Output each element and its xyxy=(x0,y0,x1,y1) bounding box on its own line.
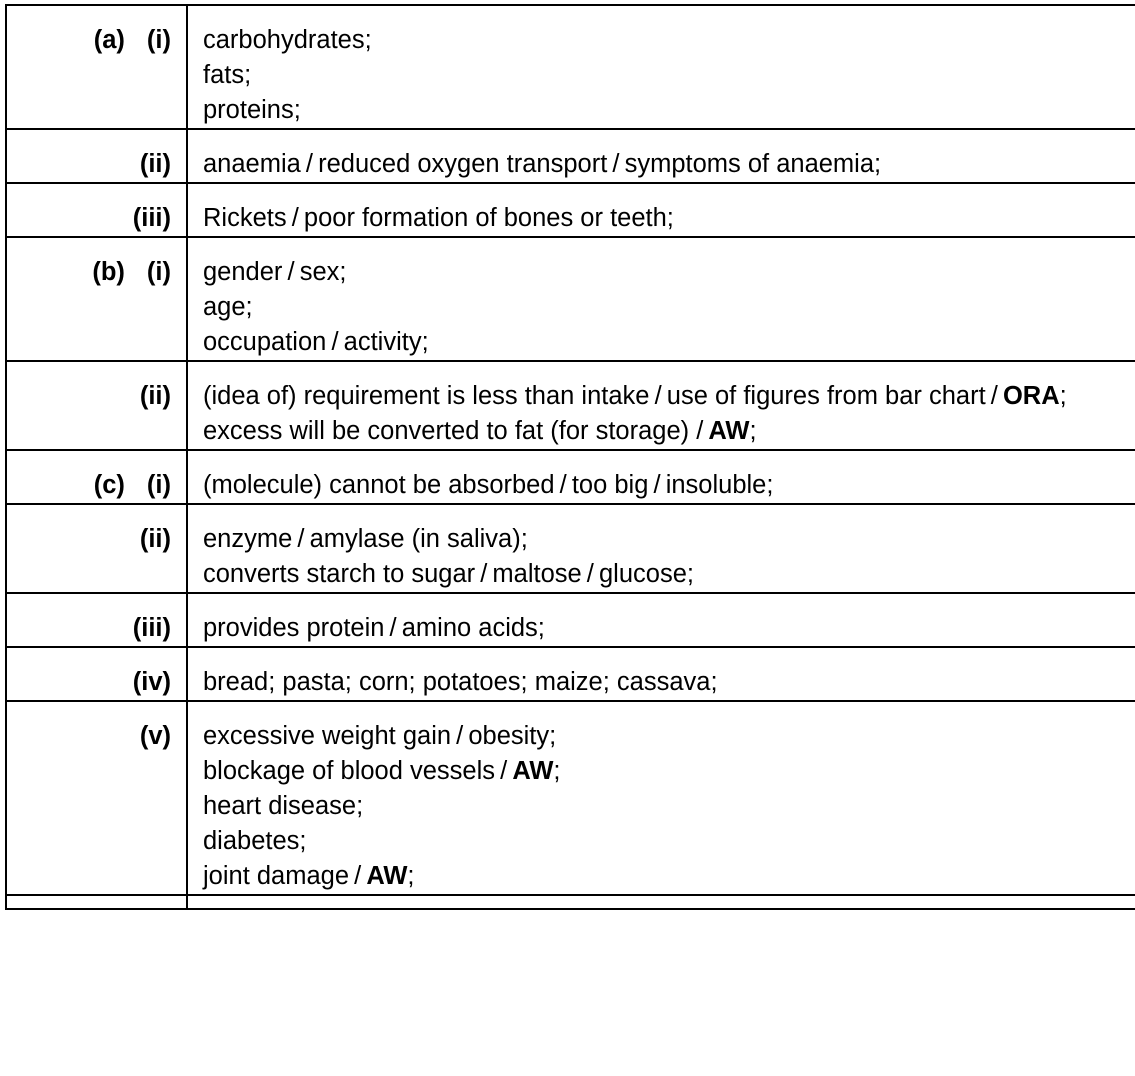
question-number xyxy=(6,701,187,895)
answer-line xyxy=(203,611,1133,646)
answer-text: ; xyxy=(407,862,415,890)
question-number xyxy=(6,450,187,504)
question-subpart-label: (iii) xyxy=(132,204,171,232)
question-number xyxy=(6,593,187,647)
question-part-label: (c) xyxy=(93,471,125,499)
answer-line xyxy=(203,665,1133,700)
question-row xyxy=(6,593,1135,647)
answer-line xyxy=(203,414,1133,449)
question-subpart-label: (i) xyxy=(146,26,171,54)
question-row xyxy=(6,183,1135,237)
answer-line xyxy=(203,379,1133,414)
answer-text: enzyme / amylase (in saliva); xyxy=(203,525,528,553)
question-subpart-label: (iii) xyxy=(132,614,171,642)
answer-line xyxy=(203,789,1133,824)
answer-line xyxy=(203,58,1133,93)
question-part-label: (b) xyxy=(92,258,125,286)
answer-text: bread; pasta; corn; potatoes; maize; cassava; xyxy=(203,668,718,696)
answer-cell xyxy=(187,450,1135,504)
question-number xyxy=(6,361,187,450)
empty-cell xyxy=(6,895,187,909)
mark-abbreviation: AW xyxy=(708,417,750,445)
question-number xyxy=(6,5,187,129)
question-row xyxy=(6,701,1135,895)
mark-abbreviation: AW xyxy=(366,862,408,890)
answer-line xyxy=(203,255,1133,290)
answer-text: converts starch to sugar / maltose / glucose; xyxy=(203,560,694,588)
answer-line xyxy=(203,290,1133,325)
answer-line xyxy=(203,719,1133,754)
answer-text: fats; xyxy=(203,61,252,89)
answer-text: excessive weight gain / obesity; xyxy=(203,722,557,750)
answer-line xyxy=(203,147,1133,182)
mark-abbreviation: ORA xyxy=(1002,382,1060,410)
answer-cell xyxy=(187,361,1135,450)
answer-line xyxy=(203,824,1133,859)
answer-line xyxy=(203,754,1133,789)
answer-text: ; xyxy=(553,757,561,785)
answer-text: occupation / activity; xyxy=(203,328,429,356)
question-number xyxy=(6,183,187,237)
question-row xyxy=(6,361,1135,450)
answer-text: heart disease; xyxy=(203,792,364,820)
question-row xyxy=(6,129,1135,183)
answer-cell xyxy=(187,647,1135,701)
mark-scheme-table xyxy=(5,4,1135,910)
answer-text: (idea of) requirement is less than intake / use of figures from bar chart / xyxy=(203,382,1003,410)
answer-text: anaemia / reduced oxygen transport / symptoms of anaemia; xyxy=(203,150,882,178)
answer-line xyxy=(203,859,1133,894)
answer-line xyxy=(203,23,1133,58)
mark-scheme-body xyxy=(6,5,1135,909)
question-row xyxy=(6,237,1135,361)
answer-cell xyxy=(187,129,1135,183)
question-subpart-label: (iv) xyxy=(132,668,171,696)
answer-text: provides protein / amino acids; xyxy=(203,614,545,642)
question-subpart-label: (ii) xyxy=(139,150,171,178)
question-number xyxy=(6,647,187,701)
question-row xyxy=(6,450,1135,504)
answer-line xyxy=(203,557,1133,592)
answer-text: (molecule) cannot be absorbed / too big / insoluble; xyxy=(203,471,774,499)
question-number xyxy=(6,237,187,361)
answer-text: ; xyxy=(749,417,757,445)
question-part-label: (a) xyxy=(93,26,125,54)
answer-text: gender / sex; xyxy=(203,258,347,286)
question-subpart-label: (i) xyxy=(146,258,171,286)
answer-text: excess will be converted to fat (for storage) / xyxy=(203,417,709,445)
mark-abbreviation: AW xyxy=(512,757,554,785)
answer-cell xyxy=(187,504,1135,593)
answer-cell xyxy=(187,593,1135,647)
answer-text: age; xyxy=(203,293,253,321)
question-row xyxy=(6,5,1135,129)
question-subpart-label: (ii) xyxy=(139,525,171,553)
question-row xyxy=(6,504,1135,593)
answer-line xyxy=(203,522,1133,557)
question-number xyxy=(6,504,187,593)
answer-cell xyxy=(187,701,1135,895)
answer-text: blockage of blood vessels / xyxy=(203,757,513,785)
answer-cell xyxy=(187,5,1135,129)
answer-line xyxy=(203,468,1133,503)
answer-text: diabetes; xyxy=(203,827,307,855)
question-subpart-label: (i) xyxy=(146,471,171,499)
answer-text: ; xyxy=(1059,382,1067,410)
answer-text: joint damage / xyxy=(203,862,367,890)
answer-cell xyxy=(187,183,1135,237)
answer-cell xyxy=(187,237,1135,361)
answer-line xyxy=(203,325,1133,360)
answer-line xyxy=(203,93,1133,128)
empty-cell xyxy=(187,895,1135,909)
question-subpart-label: (ii) xyxy=(139,382,171,410)
question-subpart-label: (v) xyxy=(139,722,171,750)
next-row-fragment xyxy=(6,895,1135,909)
answer-text: proteins; xyxy=(203,96,301,124)
question-number xyxy=(6,129,187,183)
question-row xyxy=(6,647,1135,701)
answer-text: Rickets / poor formation of bones or teeth; xyxy=(203,204,674,232)
answer-text: carbohydrates; xyxy=(203,26,372,54)
answer-line xyxy=(203,201,1133,236)
